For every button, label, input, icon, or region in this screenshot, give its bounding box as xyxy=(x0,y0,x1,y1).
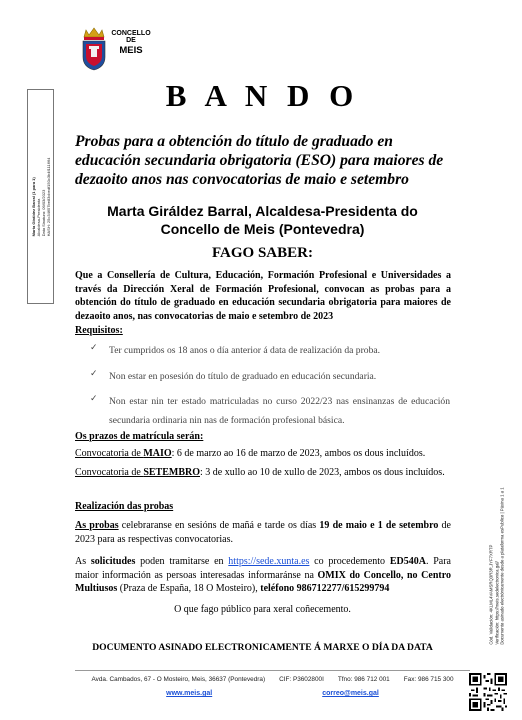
realizacion-text-2: de 2023 para as respectivas convocatorias. xyxy=(75,520,451,545)
concello-logo-text xyxy=(108,30,154,56)
conv1-label: Convocatoria de xyxy=(75,448,144,459)
solic-word: solicitudes xyxy=(90,556,136,567)
plazos-heading: Os prazos de matrícula serán: xyxy=(75,431,204,442)
mayor-heading xyxy=(75,203,450,238)
realizacion-heading: Realización das probas xyxy=(75,501,174,512)
exam-dates: 19 de maio e 1 de setembro xyxy=(319,520,439,531)
solic-mid: poden tramitarse en xyxy=(135,556,229,567)
conv2-month: SETEMBRO xyxy=(143,467,200,478)
requisitos-list xyxy=(90,342,450,438)
conv2-label: Convocatoria de xyxy=(75,467,144,478)
requisito-text: Non estar nin ter estado matriculadas no curso 2022/23 nas ensinanzas de educación secundaria ordinaria nin nas de formación profesional básica. xyxy=(109,396,450,427)
website-link[interactable]: www.meis.gal xyxy=(166,690,213,697)
list-item xyxy=(90,368,450,387)
list-item xyxy=(90,342,450,361)
page-title: B A N D O xyxy=(165,78,360,113)
realizacion-text-1: celebraranse en sesións de mañá e tarde os días xyxy=(118,520,320,531)
conv1-month: MAIO xyxy=(143,448,172,459)
validation-code: Cód. Validación: 4KLML4VAMSRQ3R3R,JYF7XRTP xyxy=(488,544,494,645)
list-item xyxy=(90,393,450,430)
email-link[interactable]: correo@meis.gal xyxy=(322,690,379,697)
fago-saber-heading: FAGO SABER: xyxy=(212,245,313,261)
verification-url: Verificación: https://meis.sedelectronica.gal/ xyxy=(494,561,500,645)
footer-links xyxy=(75,690,470,697)
intro-paragraph: Que a Consellería de Cultura, Educación, Formación Profesional e Universidades a través da Dirección Xeral de Formación Profesional, convocan as probas para a obtención do título de graduado en educación secundaria obrigatoria para maiores de dezaoito anos, nas convocatorias de maio e setembro de 2023 xyxy=(75,270,451,322)
checkmark-icon: ✓ xyxy=(90,368,98,379)
solic-mid2: co procedemento xyxy=(309,556,390,567)
requisitos-heading: Requisitos: xyxy=(75,325,123,336)
signature-box xyxy=(27,89,54,304)
omix-location: OMIX do Concello, no Centro Multiusos xyxy=(75,569,451,594)
signer-role: Alcaldesa-Presidenta xyxy=(35,198,41,236)
signature-hash: HASH: 25c34657be83cbedf150c3b4f111664 xyxy=(45,157,51,236)
convocatoria-setembro xyxy=(75,466,451,480)
convocatoria-maio xyxy=(75,447,451,461)
requisito-text: Non estar en posesión do título de graduado en educación secundaria. xyxy=(109,370,377,382)
footer-cif: CIF: P3602800I xyxy=(279,676,324,683)
realizacion-paragraph xyxy=(75,519,451,546)
document-subtitle: Probas para a obtención do título de graduado en educación secundaria obrigatoria (ESO) para maiores de dezaoito anos nas convocatorias de maio e setembro xyxy=(75,133,444,189)
signed-document-note: DOCUMENTO ASINADO ELECTRONICAMENTE Á MARXE O DÍA DA DATA xyxy=(92,642,433,653)
verification-margin xyxy=(482,462,512,670)
logo-line-concello: CONCELLO xyxy=(111,30,151,37)
procedure-code: ED540A xyxy=(389,556,426,567)
signer-name: Marta Giráldez Barral (1 para 1) xyxy=(30,176,36,236)
checkmark-icon: ✓ xyxy=(90,394,98,405)
logo-line-meis: MEIS xyxy=(119,44,143,56)
mayor-line-2: Concello de Meis (Pontevedra) xyxy=(160,220,365,237)
solic-mid4: (Praza de España, 18 O Mosteiro), xyxy=(117,583,261,594)
qr-code xyxy=(469,673,507,711)
solic-mid3: . Para maior información as persoas interesadas informaránse na xyxy=(75,556,451,581)
closing-text: O que fago público para xeral coñecemento. xyxy=(174,604,351,615)
contact-phone: teléfono 986712277/615299794 xyxy=(260,583,390,594)
footer-contact xyxy=(75,676,470,683)
footer-divider xyxy=(75,670,470,671)
conv2-dates: : 3 de xullo ao 10 de xullo de 2023, ambos os dous incluídos. xyxy=(200,467,445,478)
signed-platform-note: Documento asinado electrónicamente desde a plataforma esPublico | Páxina 1 a 1 xyxy=(499,487,505,645)
mayor-line-1: Marta Giráldez Barral, Alcaldesa-Presidenta do xyxy=(107,203,418,219)
solic-pre: As xyxy=(75,556,91,567)
conv1-dates: : 6 de marzo ao 16 de marzo de 2023, ambos os dous incluídos. xyxy=(171,448,426,459)
requisito-text: Ter cumpridos os 18 anos o día anterior á data de realización da proba. xyxy=(109,345,381,356)
solicitudes-paragraph xyxy=(75,555,451,596)
footer-address: Avda. Cambados, 67 - O Mosteiro, Meis, 36637 (Pontevedra) xyxy=(91,676,266,683)
checkmark-icon: ✓ xyxy=(90,343,98,353)
signature-date: Data Sinatura: 09/03/2023 xyxy=(40,189,46,236)
logo-line-de: DE xyxy=(126,37,136,45)
sede-xunta-link[interactable]: https://sede.xunta.es xyxy=(228,556,310,567)
concello-shield-logo xyxy=(80,27,108,71)
footer-phone: Tfno: 986 712 001 xyxy=(337,676,390,683)
probas-label: As probas xyxy=(75,520,119,531)
footer-fax: Fax: 986 715 300 xyxy=(403,676,454,683)
